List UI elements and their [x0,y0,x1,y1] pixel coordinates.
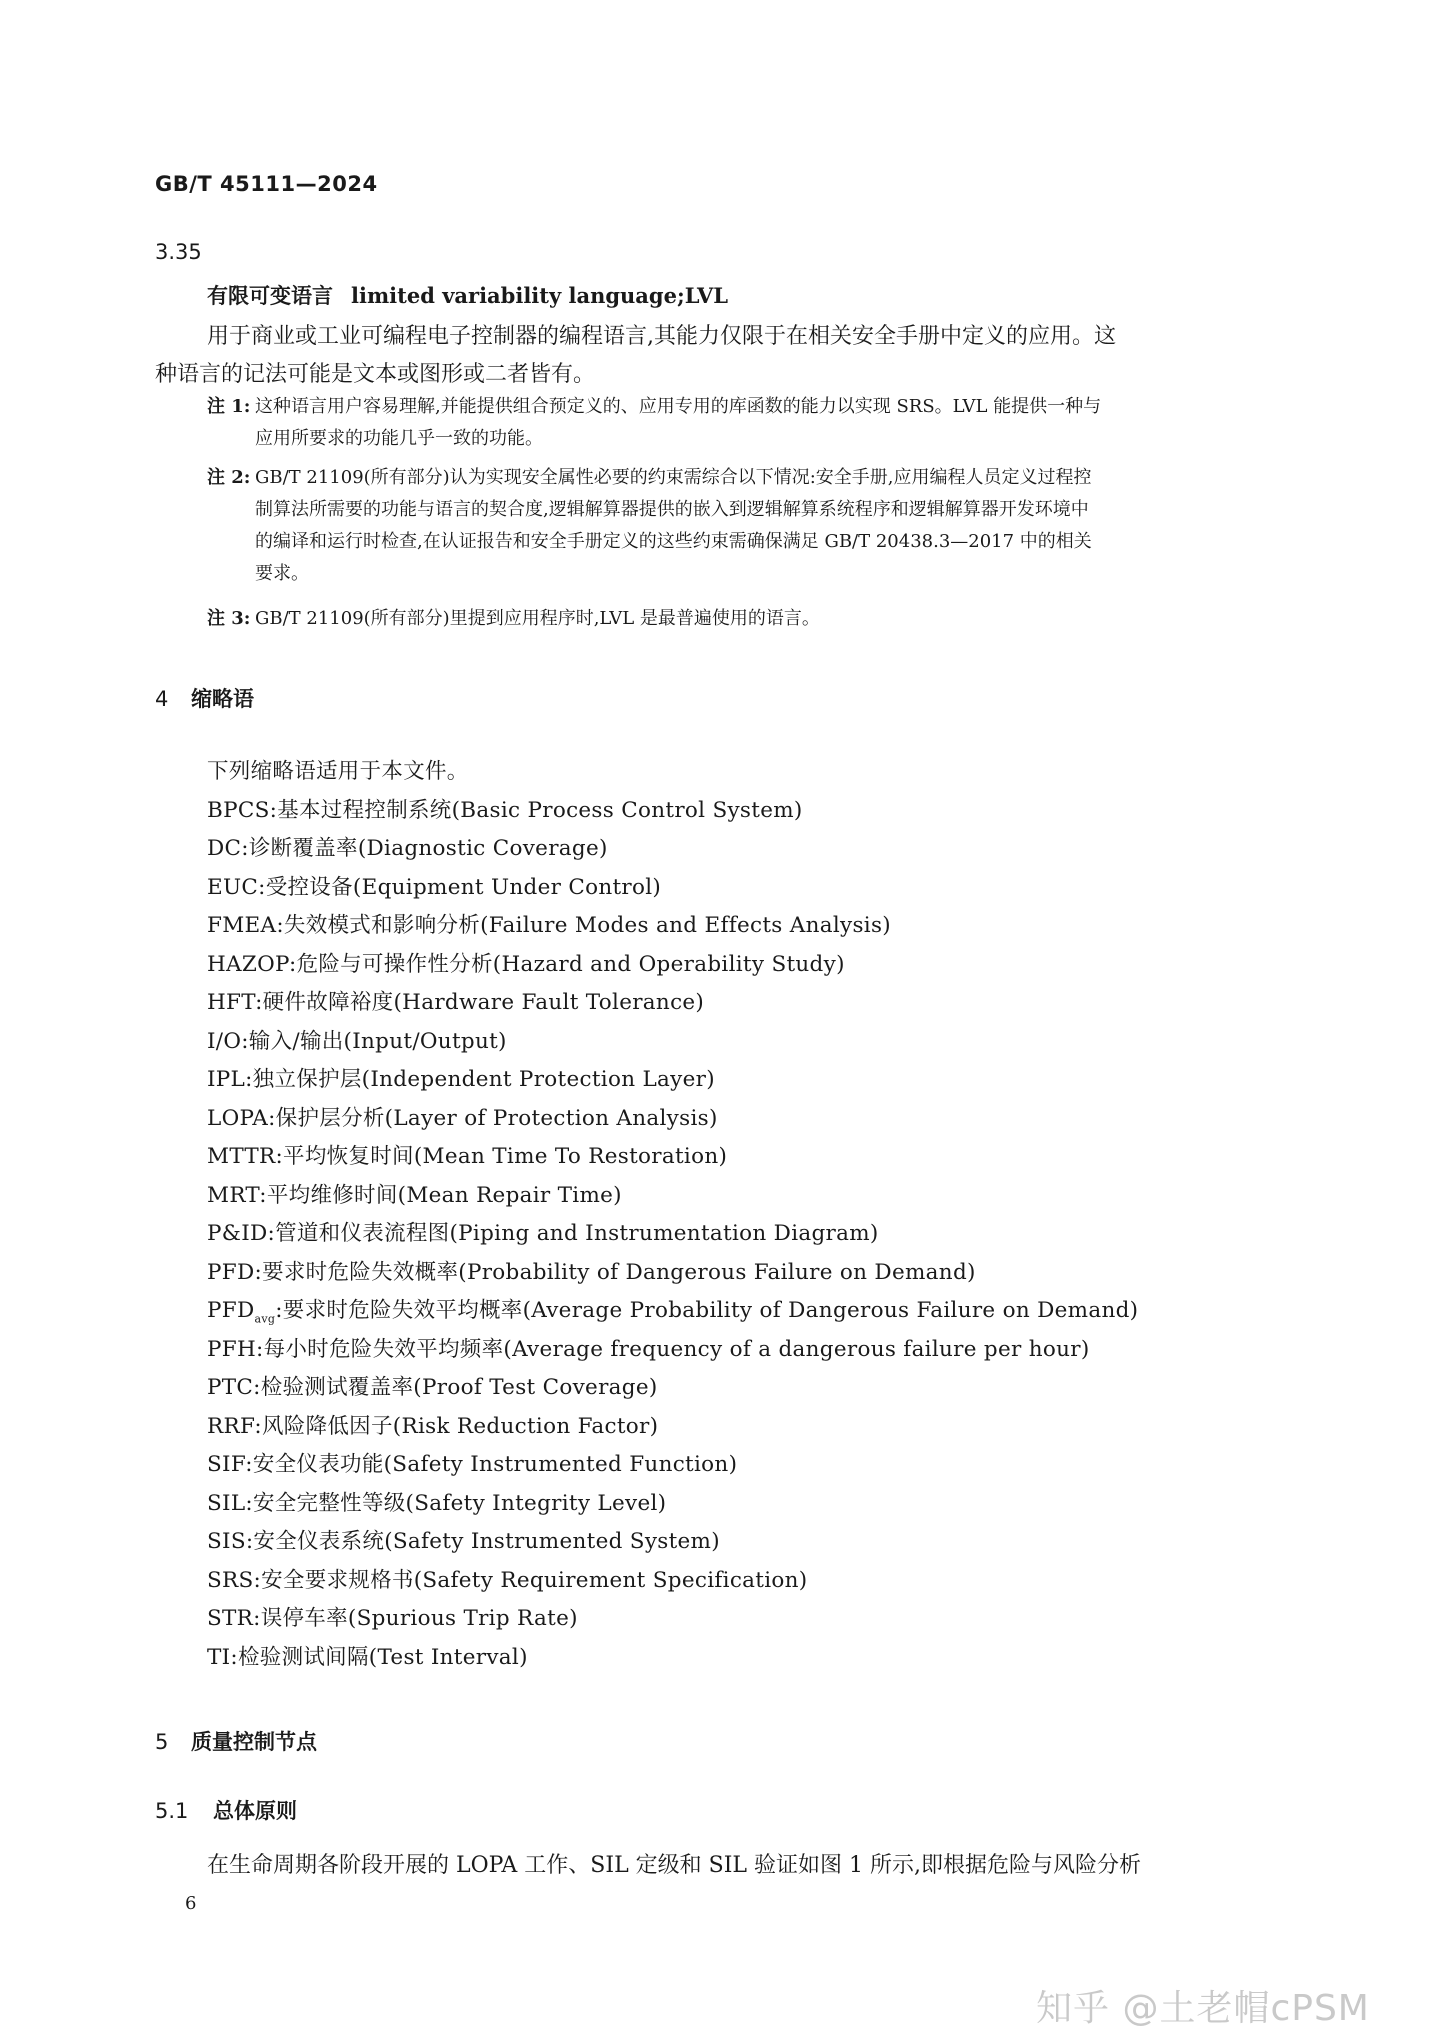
abbreviation-item: PFD:要求时危险失效概率(Probability of Dangerous Failure on Demand) [207,1259,976,1285]
clause-number: 3.35 [155,240,202,264]
section-4-heading [155,683,254,713]
term-english: limited variability language;LVL [351,283,729,308]
abbreviation-item: LOPA:保护层分析(Layer of Protection Analysis) [207,1105,718,1131]
abbreviation-item: TI:检验测试间隔(Test Interval) [207,1644,528,1670]
note-1 [207,391,1282,455]
section-number: 4 [155,687,169,711]
page-number: 6 [185,1893,197,1914]
note-text: 这种语言用户容易理解,并能提供组合预定义的、应用专用的库函数的能力以实现 SRS。LVL 能提供一种与 [255,396,1102,417]
section-number: 5.1 [155,1799,189,1823]
abbreviation-item: FMEA:失效模式和影响分析(Failure Modes and Effects Analysis) [207,913,891,938]
abbreviation-item: SRS:安全要求规格书(Safety Requirement Specification) [207,1567,808,1593]
note-tag: 注 3: [207,608,251,629]
definition-line-2: 种语言的记法可能是文本或图形或二者皆有。 [155,362,596,387]
note-continuation: 应用所要求的功能几乎一致的功能。 [255,428,543,449]
term-definition [155,318,1277,394]
abbreviation-item: P&ID:管道和仪表流程图(Piping and Instrumentation Diagram) [207,1221,879,1246]
note-tag: 注 1: [207,396,251,417]
abbreviation-item: MTTR:平均恢复时间(Mean Time To Restoration) [207,1144,728,1169]
abbreviation-item: MRT:平均维修时间(Mean Repair Time) [207,1182,622,1208]
abbreviation-item: SIS:安全仪表系统(Safety Instrumented System) [207,1529,720,1554]
abbreviation-item: HFT:硬件故障裕度(Hardware Fault Tolerance) [207,990,705,1015]
abbreviation-item: SIL:安全完整性等级(Safety Integrity Level) [207,1490,667,1516]
definition-line-1: 用于商业或工业可编程电子控制器的编程语言,其能力仅限于在相关安全手册中定义的应用。这 [207,324,1116,349]
abbreviation-item: DC:诊断覆盖率(Diagnostic Coverage) [207,836,608,861]
section-title: 总体原则 [213,1799,297,1823]
abbreviation-item: HAZOP:危险与可操作性分析(Hazard and Operability Study) [207,951,845,977]
list-intro: 下列缩略语适用于本文件。 [207,759,469,784]
section-5-heading [155,1726,317,1756]
abbreviation-list [207,753,1138,1677]
abbreviation-item: I/O:输入/输出(Input/Output) [207,1028,507,1054]
note-tag: 注 2: [207,467,251,488]
abbreviation-item: PTC:检验测试覆盖率(Proof Test Coverage) [207,1375,658,1400]
term-chinese: 有限可变语言 [207,283,333,308]
section-number: 5 [155,1730,169,1754]
abbreviation-item: PFH:每小时危险失效平均频率(Average frequency of a dangerous failure per hour) [207,1336,1090,1362]
abbreviation-item: STR:误停车率(Spurious Trip Rate) [207,1606,578,1631]
section-5-1-heading [155,1795,297,1825]
abbreviation-item: IPL:独立保护层(Independent Protection Layer) [207,1067,715,1092]
section-title: 质量控制节点 [191,1730,317,1754]
note-text: GB/T 21109(所有部分)认为实现安全属性必要的约束需综合以下情况:安全手册,应用编程人员定义过程控 [255,467,1092,488]
abbreviation-item: RRF:风险降低因子(Risk Reduction Factor) [207,1413,659,1439]
abbreviation-item: SIF:安全仪表功能(Safety Instrumented Function) [207,1452,738,1477]
section-title: 缩略语 [191,687,254,711]
abbreviation-item: EUC:受控设备(Equipment Under Control) [207,874,662,900]
body-paragraph: 在生命周期各阶段开展的 LOPA 工作、SIL 定级和 SIL 验证如图 1 所示,即根据危险与风险分析 [207,1853,1142,1878]
note-continuation: 的编译和运行时检查,在认证报告和安全手册定义的这些约束需确保满足 GB/T 20438.3—2017 中的相关 [255,531,1092,552]
term-heading [207,280,728,310]
note-continuation: 制算法所需要的功能与语言的契合度,逻辑解算器提供的嵌入到逻辑解算系统程序和逻辑解算器开发环境中 [255,499,1089,520]
note-text: GB/T 21109(所有部分)里提到应用程序时,LVL 是最普遍使用的语言。 [255,608,820,629]
note-3 [207,603,1282,635]
standard-code-header: GB/T 45111—2024 [155,172,378,196]
note-2 [207,462,1282,590]
watermark: 知乎 @土老帽cPSM [1036,1988,1370,2029]
abbreviation-item: $PFD_{avg}$:要求时危险失效平均概率(Average Probability of Dangerous Failure on Demand) [207,1298,1139,1326]
abbreviation-item: BPCS:基本过程控制系统(Basic Process Control System) [207,797,803,823]
note-continuation: 要求。 [255,563,309,584]
